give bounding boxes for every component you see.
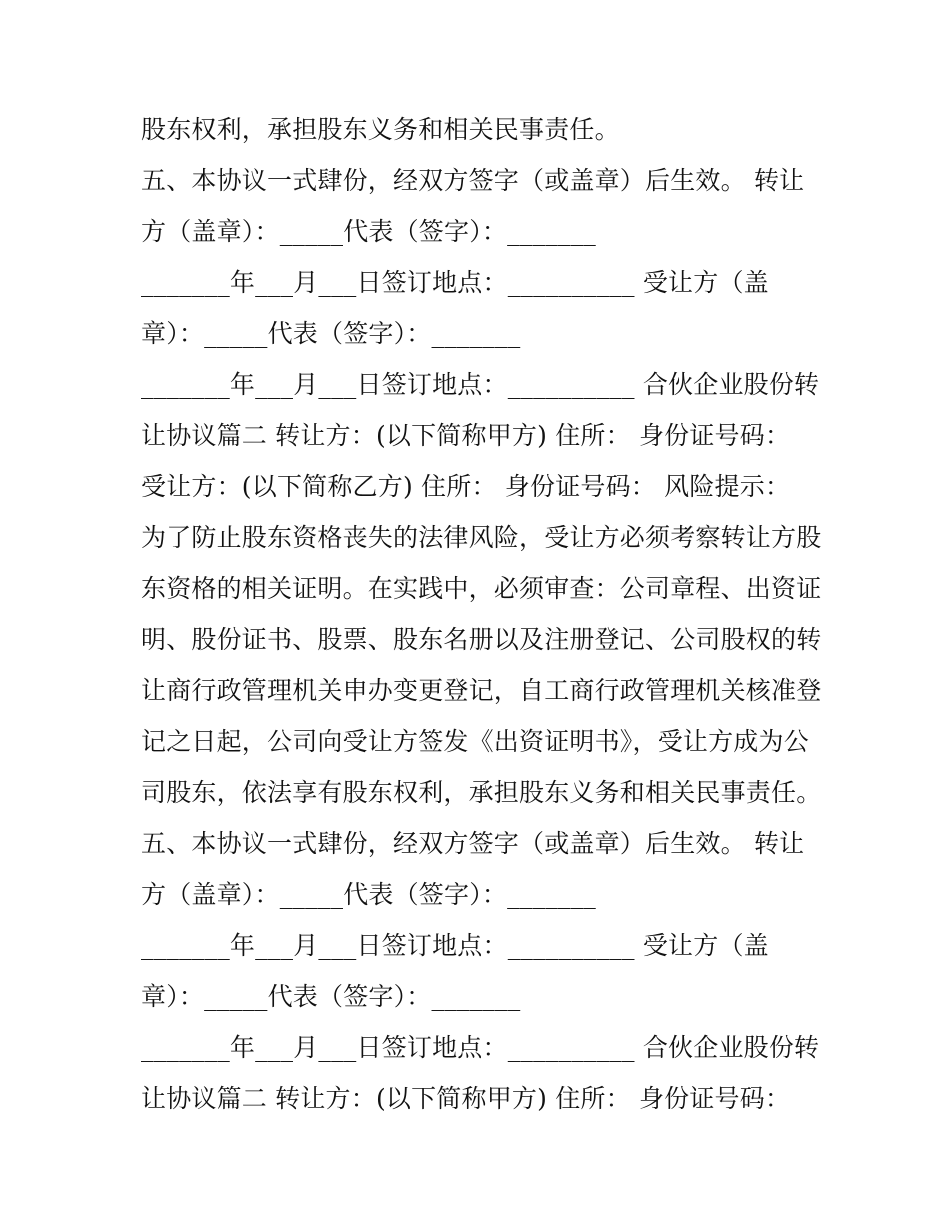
text-line: 章）：_____代表（签字）：_______ (141, 982, 521, 1011)
text-line: 明、股份证书、股票、股东名册以及注册登记、公司股权的转 (141, 625, 822, 654)
text-line: _______年___月___日签订地点：__________ 合伙企业股份转 (141, 370, 820, 399)
text-line: 记之日起，公司向受让方签发《出资证明书》，受让方成为公 (141, 727, 809, 756)
document-body (141, 104, 821, 1124)
text-line: _______年___月___日签订地点：__________ 受让方（盖 (141, 931, 769, 960)
text-line: 股东权利，承担股东义务和相关民事责任。 (141, 115, 620, 144)
text-line: _______年___月___日签订地点：__________ 受让方（盖 (141, 268, 769, 297)
text-line: 让商行政管理机关申办变更登记，自工商行政管理机关核准登 (141, 676, 822, 705)
text-line: 让协议篇二 转让方：(以下简称甲方) 住所： 身份证号码： (141, 1084, 791, 1113)
text-line: 为了防止股东资格丧失的法律风险，受让方必须考察转让方股 (141, 523, 822, 552)
text-line: 五、本协议一式肆份，经双方签字（或盖章）后生效。 转让 (141, 829, 805, 858)
text-line: 让协议篇二 转让方：(以下简称甲方) 住所： 身份证号码： (141, 421, 791, 450)
text-line: 方（盖章）：_____代表（签字）：_______ (141, 217, 597, 246)
text-line: 方（盖章）：_____代表（签字）：_______ (141, 880, 597, 909)
text-line: _______年___月___日签订地点：__________ 合伙企业股份转 (141, 1033, 820, 1062)
text-line: 东资格的相关证明。在实践中，必须审查：公司章程、出资证 (141, 574, 822, 603)
text-line: 五、本协议一式肆份，经双方签字（或盖章）后生效。 转让 (141, 166, 805, 195)
text-line: 受让方：(以下简称乙方) 住所： 身份证号码： 风险提示： (141, 472, 791, 501)
text-line: 司股东，依法享有股东权利，承担股东义务和相关民事责任。 (141, 778, 822, 807)
text-line: 章）：_____代表（签字）：_______ (141, 319, 521, 348)
